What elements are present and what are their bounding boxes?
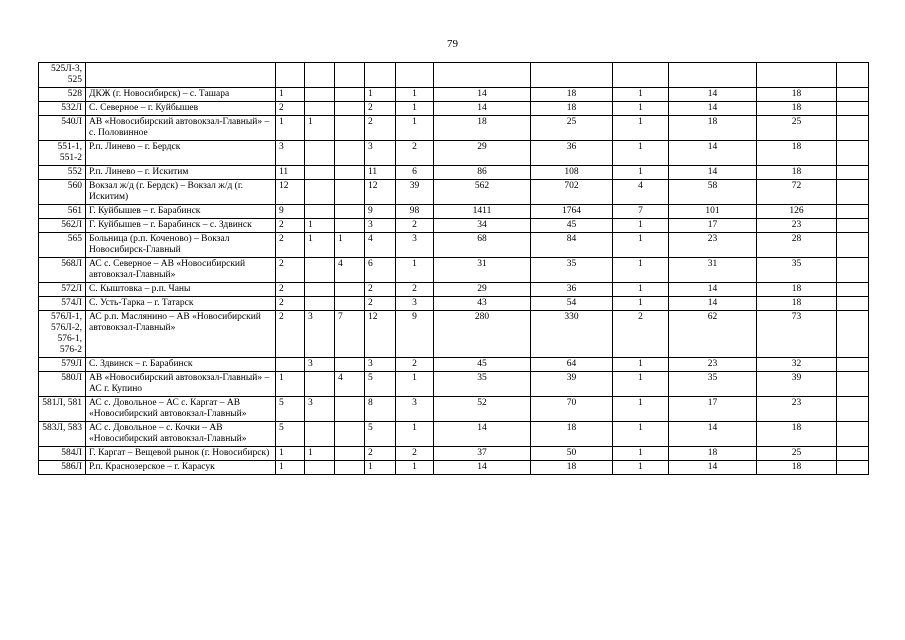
col-3-cell: 1 xyxy=(276,116,305,141)
col-3-cell: 3 xyxy=(276,141,305,166)
col-9-cell xyxy=(531,63,613,88)
route-name-cell: АВ «Новосибирский автовокзал-Главный» – АС г. Купино xyxy=(86,372,276,397)
col-5-cell xyxy=(335,283,365,297)
col-6-cell: 5 xyxy=(365,422,396,447)
col-8-cell: 31 xyxy=(434,258,531,283)
col-8-cell: 18 xyxy=(434,116,531,141)
col-7-cell: 2 xyxy=(396,283,434,297)
col-11-cell: 14 xyxy=(669,283,757,297)
col-12-cell: 23 xyxy=(757,397,837,422)
col-4-cell xyxy=(305,422,335,447)
col-8-cell: 14 xyxy=(434,102,531,116)
table-row xyxy=(39,297,869,311)
route-number-cell: 576Л-1, 576Л-2, 576-1, 576-2 xyxy=(39,311,86,358)
col-11-cell: 14 xyxy=(669,88,757,102)
col-5-cell xyxy=(335,422,365,447)
col-8-cell xyxy=(434,63,531,88)
route-name-cell: С. Кыштовка – р.п. Чаны xyxy=(86,283,276,297)
col-5-cell xyxy=(335,166,365,180)
col-8-cell: 43 xyxy=(434,297,531,311)
col-13-cell xyxy=(837,102,869,116)
col-3-cell xyxy=(276,63,305,88)
col-8-cell: 29 xyxy=(434,283,531,297)
table-row xyxy=(39,283,869,297)
col-6-cell: 4 xyxy=(365,233,396,258)
route-number-cell: 581Л, 581 xyxy=(39,397,86,422)
col-12-cell: 25 xyxy=(757,447,837,461)
route-name-cell xyxy=(86,63,276,88)
col-13-cell xyxy=(837,180,869,205)
col-6-cell xyxy=(365,63,396,88)
col-9-cell: 25 xyxy=(531,116,613,141)
col-4-cell xyxy=(305,461,335,475)
col-7-cell: 1 xyxy=(396,461,434,475)
page-number: 79 xyxy=(447,38,458,50)
col-9-cell: 36 xyxy=(531,283,613,297)
col-9-cell: 84 xyxy=(531,233,613,258)
route-name-cell: С. Северное – г. Куйбышев xyxy=(86,102,276,116)
col-9-cell: 330 xyxy=(531,311,613,358)
col-6-cell: 8 xyxy=(365,397,396,422)
route-name-cell: ДКЖ (г. Новосибирск) – с. Ташара xyxy=(86,88,276,102)
col-10-cell: 1 xyxy=(613,461,669,475)
col-10-cell: 1 xyxy=(613,397,669,422)
col-10-cell: 2 xyxy=(613,311,669,358)
col-10-cell: 7 xyxy=(613,205,669,219)
col-11-cell: 14 xyxy=(669,422,757,447)
col-9-cell: 64 xyxy=(531,358,613,372)
col-13-cell xyxy=(837,447,869,461)
col-12-cell: 18 xyxy=(757,283,837,297)
table-row xyxy=(39,219,869,233)
table-row xyxy=(39,358,869,372)
col-10-cell: 1 xyxy=(613,358,669,372)
table-body xyxy=(39,63,869,475)
col-4-cell xyxy=(305,205,335,219)
col-11-cell: 18 xyxy=(669,116,757,141)
col-4-cell: 1 xyxy=(305,116,335,141)
col-5-cell xyxy=(335,397,365,422)
col-10-cell: 1 xyxy=(613,233,669,258)
col-5-cell xyxy=(335,205,365,219)
col-8-cell: 29 xyxy=(434,141,531,166)
col-10-cell: 1 xyxy=(613,102,669,116)
col-7-cell: 2 xyxy=(396,358,434,372)
route-number-cell: 525Л-3, 525 xyxy=(39,63,86,88)
col-13-cell xyxy=(837,116,869,141)
col-12-cell xyxy=(757,63,837,88)
col-12-cell: 73 xyxy=(757,311,837,358)
col-4-cell: 1 xyxy=(305,233,335,258)
col-11-cell: 14 xyxy=(669,461,757,475)
col-7-cell: 1 xyxy=(396,88,434,102)
col-6-cell: 3 xyxy=(365,219,396,233)
col-11-cell: 17 xyxy=(669,397,757,422)
route-name-cell: АС с. Довольное – АС с. Каргат – АВ «Новосибирский автовокзал-Главный» xyxy=(86,397,276,422)
col-4-cell xyxy=(305,141,335,166)
col-8-cell: 68 xyxy=(434,233,531,258)
col-6-cell: 3 xyxy=(365,141,396,166)
col-9-cell: 45 xyxy=(531,219,613,233)
col-5-cell xyxy=(335,219,365,233)
col-10-cell: 1 xyxy=(613,447,669,461)
route-number-cell: 565 xyxy=(39,233,86,258)
col-12-cell: 39 xyxy=(757,372,837,397)
col-13-cell xyxy=(837,88,869,102)
col-13-cell xyxy=(837,461,869,475)
col-7-cell xyxy=(396,63,434,88)
table-row xyxy=(39,461,869,475)
col-4-cell: 3 xyxy=(305,311,335,358)
col-12-cell: 28 xyxy=(757,233,837,258)
col-3-cell: 1 xyxy=(276,88,305,102)
col-8-cell: 280 xyxy=(434,311,531,358)
col-7-cell: 1 xyxy=(396,116,434,141)
route-number-cell: 568Л xyxy=(39,258,86,283)
route-number-cell: 574Л xyxy=(39,297,86,311)
table-row xyxy=(39,311,869,358)
col-12-cell: 18 xyxy=(757,88,837,102)
table-row xyxy=(39,372,869,397)
col-7-cell: 2 xyxy=(396,219,434,233)
col-11-cell: 14 xyxy=(669,141,757,166)
col-12-cell: 23 xyxy=(757,219,837,233)
col-13-cell xyxy=(837,258,869,283)
col-3-cell: 2 xyxy=(276,258,305,283)
col-11-cell: 35 xyxy=(669,372,757,397)
col-13-cell xyxy=(837,397,869,422)
col-11-cell: 101 xyxy=(669,205,757,219)
col-9-cell: 36 xyxy=(531,141,613,166)
col-5-cell xyxy=(335,141,365,166)
col-13-cell xyxy=(837,205,869,219)
col-11-cell: 58 xyxy=(669,180,757,205)
col-8-cell: 14 xyxy=(434,88,531,102)
col-11-cell: 31 xyxy=(669,258,757,283)
col-8-cell: 34 xyxy=(434,219,531,233)
col-5-cell xyxy=(335,102,365,116)
col-3-cell: 2 xyxy=(276,297,305,311)
route-number-cell: 552 xyxy=(39,166,86,180)
col-6-cell: 1 xyxy=(365,461,396,475)
col-3-cell: 2 xyxy=(276,233,305,258)
col-6-cell: 9 xyxy=(365,205,396,219)
col-11-cell: 23 xyxy=(669,358,757,372)
col-6-cell: 2 xyxy=(365,297,396,311)
route-name-cell: С. Усть-Тарка – г. Татарск xyxy=(86,297,276,311)
col-3-cell: 2 xyxy=(276,102,305,116)
col-4-cell: 1 xyxy=(305,219,335,233)
col-10-cell: 1 xyxy=(613,141,669,166)
routes-table xyxy=(38,62,869,475)
col-10-cell: 1 xyxy=(613,166,669,180)
col-7-cell: 6 xyxy=(396,166,434,180)
col-11-cell: 14 xyxy=(669,102,757,116)
col-11-cell: 18 xyxy=(669,447,757,461)
col-8-cell: 1411 xyxy=(434,205,531,219)
col-10-cell: 1 xyxy=(613,283,669,297)
col-5-cell xyxy=(335,180,365,205)
col-3-cell: 1 xyxy=(276,372,305,397)
col-9-cell: 1764 xyxy=(531,205,613,219)
table-row xyxy=(39,63,869,88)
col-4-cell xyxy=(305,180,335,205)
col-8-cell: 52 xyxy=(434,397,531,422)
col-9-cell: 50 xyxy=(531,447,613,461)
col-11-cell xyxy=(669,63,757,88)
col-4-cell xyxy=(305,63,335,88)
table-row xyxy=(39,422,869,447)
col-8-cell: 14 xyxy=(434,461,531,475)
route-name-cell: АС с. Довольное – с. Кочки – АВ «Новосибирский автовокзал-Главный» xyxy=(86,422,276,447)
col-5-cell xyxy=(335,461,365,475)
col-10-cell: 1 xyxy=(613,219,669,233)
table-row xyxy=(39,258,869,283)
col-6-cell: 1 xyxy=(365,88,396,102)
col-5-cell: 4 xyxy=(335,372,365,397)
col-7-cell: 3 xyxy=(396,397,434,422)
col-3-cell: 12 xyxy=(276,180,305,205)
route-name-cell: С. Здвинск – г. Барабинск xyxy=(86,358,276,372)
col-6-cell: 12 xyxy=(365,311,396,358)
route-name-cell: Р.п. Краснозерское – г. Карасук xyxy=(86,461,276,475)
col-13-cell xyxy=(837,297,869,311)
table-row xyxy=(39,447,869,461)
col-9-cell: 54 xyxy=(531,297,613,311)
col-4-cell xyxy=(305,88,335,102)
col-9-cell: 18 xyxy=(531,422,613,447)
col-3-cell: 11 xyxy=(276,166,305,180)
route-number-cell: 584Л xyxy=(39,447,86,461)
col-13-cell xyxy=(837,233,869,258)
col-12-cell: 18 xyxy=(757,422,837,447)
table-row xyxy=(39,102,869,116)
col-6-cell: 3 xyxy=(365,358,396,372)
col-4-cell: 1 xyxy=(305,447,335,461)
route-number-cell: 586Л xyxy=(39,461,86,475)
col-4-cell xyxy=(305,283,335,297)
col-8-cell: 86 xyxy=(434,166,531,180)
col-7-cell: 1 xyxy=(396,102,434,116)
table-row xyxy=(39,205,869,219)
route-number-cell: 572Л xyxy=(39,283,86,297)
route-number-cell: 562Л xyxy=(39,219,86,233)
col-10-cell xyxy=(613,63,669,88)
col-3-cell: 1 xyxy=(276,447,305,461)
table-row xyxy=(39,166,869,180)
col-4-cell xyxy=(305,166,335,180)
col-10-cell: 1 xyxy=(613,88,669,102)
col-11-cell: 17 xyxy=(669,219,757,233)
col-3-cell: 2 xyxy=(276,311,305,358)
col-9-cell: 108 xyxy=(531,166,613,180)
route-number-cell: 561 xyxy=(39,205,86,219)
col-5-cell xyxy=(335,63,365,88)
col-13-cell xyxy=(837,358,869,372)
route-name-cell: Г. Куйбышев – г. Барабинск – с. Здвинск xyxy=(86,219,276,233)
col-10-cell: 1 xyxy=(613,116,669,141)
col-6-cell: 2 xyxy=(365,116,396,141)
table-row xyxy=(39,397,869,422)
col-4-cell xyxy=(305,297,335,311)
route-number-cell: 560 xyxy=(39,180,86,205)
col-13-cell xyxy=(837,311,869,358)
col-7-cell: 1 xyxy=(396,372,434,397)
col-12-cell: 32 xyxy=(757,358,837,372)
col-7-cell: 9 xyxy=(396,311,434,358)
route-number-cell: 528 xyxy=(39,88,86,102)
col-12-cell: 35 xyxy=(757,258,837,283)
route-name-cell: Р.п. Линево – г. Бердск xyxy=(86,141,276,166)
col-10-cell: 1 xyxy=(613,372,669,397)
route-name-cell: АВ «Новосибирский автовокзал-Главный» – с. Половинное xyxy=(86,116,276,141)
col-7-cell: 39 xyxy=(396,180,434,205)
col-8-cell: 37 xyxy=(434,447,531,461)
table-row xyxy=(39,233,869,258)
col-11-cell: 62 xyxy=(669,311,757,358)
col-7-cell: 2 xyxy=(396,141,434,166)
route-name-cell: Больница (р.п. Коченово) – Вокзал Новосибирск-Главный xyxy=(86,233,276,258)
col-5-cell xyxy=(335,358,365,372)
col-5-cell xyxy=(335,297,365,311)
route-number-cell: 551-1, 551-2 xyxy=(39,141,86,166)
col-4-cell xyxy=(305,102,335,116)
col-5-cell: 7 xyxy=(335,311,365,358)
route-name-cell: АС с. Северное – АВ «Новосибирский автовокзал-Главный» xyxy=(86,258,276,283)
col-7-cell: 1 xyxy=(396,422,434,447)
col-6-cell: 2 xyxy=(365,283,396,297)
col-3-cell: 2 xyxy=(276,219,305,233)
col-5-cell: 1 xyxy=(335,233,365,258)
col-6-cell: 2 xyxy=(365,447,396,461)
col-13-cell xyxy=(837,141,869,166)
col-13-cell xyxy=(837,63,869,88)
col-12-cell: 72 xyxy=(757,180,837,205)
col-5-cell xyxy=(335,116,365,141)
col-9-cell: 35 xyxy=(531,258,613,283)
col-3-cell xyxy=(276,358,305,372)
col-9-cell: 70 xyxy=(531,397,613,422)
col-7-cell: 3 xyxy=(396,233,434,258)
route-number-cell: 583Л, 583 xyxy=(39,422,86,447)
col-12-cell: 18 xyxy=(757,102,837,116)
col-4-cell xyxy=(305,258,335,283)
table-row xyxy=(39,116,869,141)
col-8-cell: 35 xyxy=(434,372,531,397)
col-12-cell: 18 xyxy=(757,141,837,166)
col-5-cell xyxy=(335,88,365,102)
col-10-cell: 1 xyxy=(613,258,669,283)
route-name-cell: Вокзал ж/д (г. Бердск) – Вокзал ж/д (г. Искитим) xyxy=(86,180,276,205)
col-7-cell: 98 xyxy=(396,205,434,219)
route-number-cell: 532Л xyxy=(39,102,86,116)
col-9-cell: 702 xyxy=(531,180,613,205)
col-6-cell: 6 xyxy=(365,258,396,283)
col-13-cell xyxy=(837,422,869,447)
col-4-cell xyxy=(305,372,335,397)
col-11-cell: 14 xyxy=(669,297,757,311)
col-7-cell: 3 xyxy=(396,297,434,311)
col-5-cell: 4 xyxy=(335,258,365,283)
route-name-cell: Г. Каргат – Вещевой рынок (г. Новосибирск) xyxy=(86,447,276,461)
col-12-cell: 18 xyxy=(757,297,837,311)
col-3-cell: 2 xyxy=(276,283,305,297)
route-number-cell: 540Л xyxy=(39,116,86,141)
col-6-cell: 2 xyxy=(365,102,396,116)
col-13-cell xyxy=(837,283,869,297)
col-13-cell xyxy=(837,372,869,397)
col-4-cell: 3 xyxy=(305,358,335,372)
col-9-cell: 39 xyxy=(531,372,613,397)
col-12-cell: 25 xyxy=(757,116,837,141)
col-12-cell: 18 xyxy=(757,166,837,180)
col-4-cell: 3 xyxy=(305,397,335,422)
route-name-cell: Р.п. Линево – г. Искитим xyxy=(86,166,276,180)
col-11-cell: 14 xyxy=(669,166,757,180)
col-9-cell: 18 xyxy=(531,88,613,102)
col-3-cell: 9 xyxy=(276,205,305,219)
col-13-cell xyxy=(837,219,869,233)
col-6-cell: 11 xyxy=(365,166,396,180)
table-row xyxy=(39,141,869,166)
col-12-cell: 18 xyxy=(757,461,837,475)
col-3-cell: 5 xyxy=(276,397,305,422)
col-11-cell: 23 xyxy=(669,233,757,258)
col-6-cell: 5 xyxy=(365,372,396,397)
col-13-cell xyxy=(837,166,869,180)
col-10-cell: 4 xyxy=(613,180,669,205)
col-3-cell: 5 xyxy=(276,422,305,447)
table-row xyxy=(39,180,869,205)
route-number-cell: 580Л xyxy=(39,372,86,397)
col-9-cell: 18 xyxy=(531,461,613,475)
col-6-cell: 12 xyxy=(365,180,396,205)
col-8-cell: 562 xyxy=(434,180,531,205)
route-name-cell: Г. Куйбышев – г. Барабинск xyxy=(86,205,276,219)
col-8-cell: 45 xyxy=(434,358,531,372)
table-row xyxy=(39,88,869,102)
route-number-cell: 579Л xyxy=(39,358,86,372)
col-10-cell: 1 xyxy=(613,422,669,447)
route-name-cell: АС р.п. Маслянино – АВ «Новосибирский автовокзал-Главный» xyxy=(86,311,276,358)
col-8-cell: 14 xyxy=(434,422,531,447)
col-10-cell: 1 xyxy=(613,297,669,311)
col-12-cell: 126 xyxy=(757,205,837,219)
col-5-cell xyxy=(335,447,365,461)
col-7-cell: 1 xyxy=(396,258,434,283)
col-7-cell: 2 xyxy=(396,447,434,461)
col-3-cell: 1 xyxy=(276,461,305,475)
col-9-cell: 18 xyxy=(531,102,613,116)
